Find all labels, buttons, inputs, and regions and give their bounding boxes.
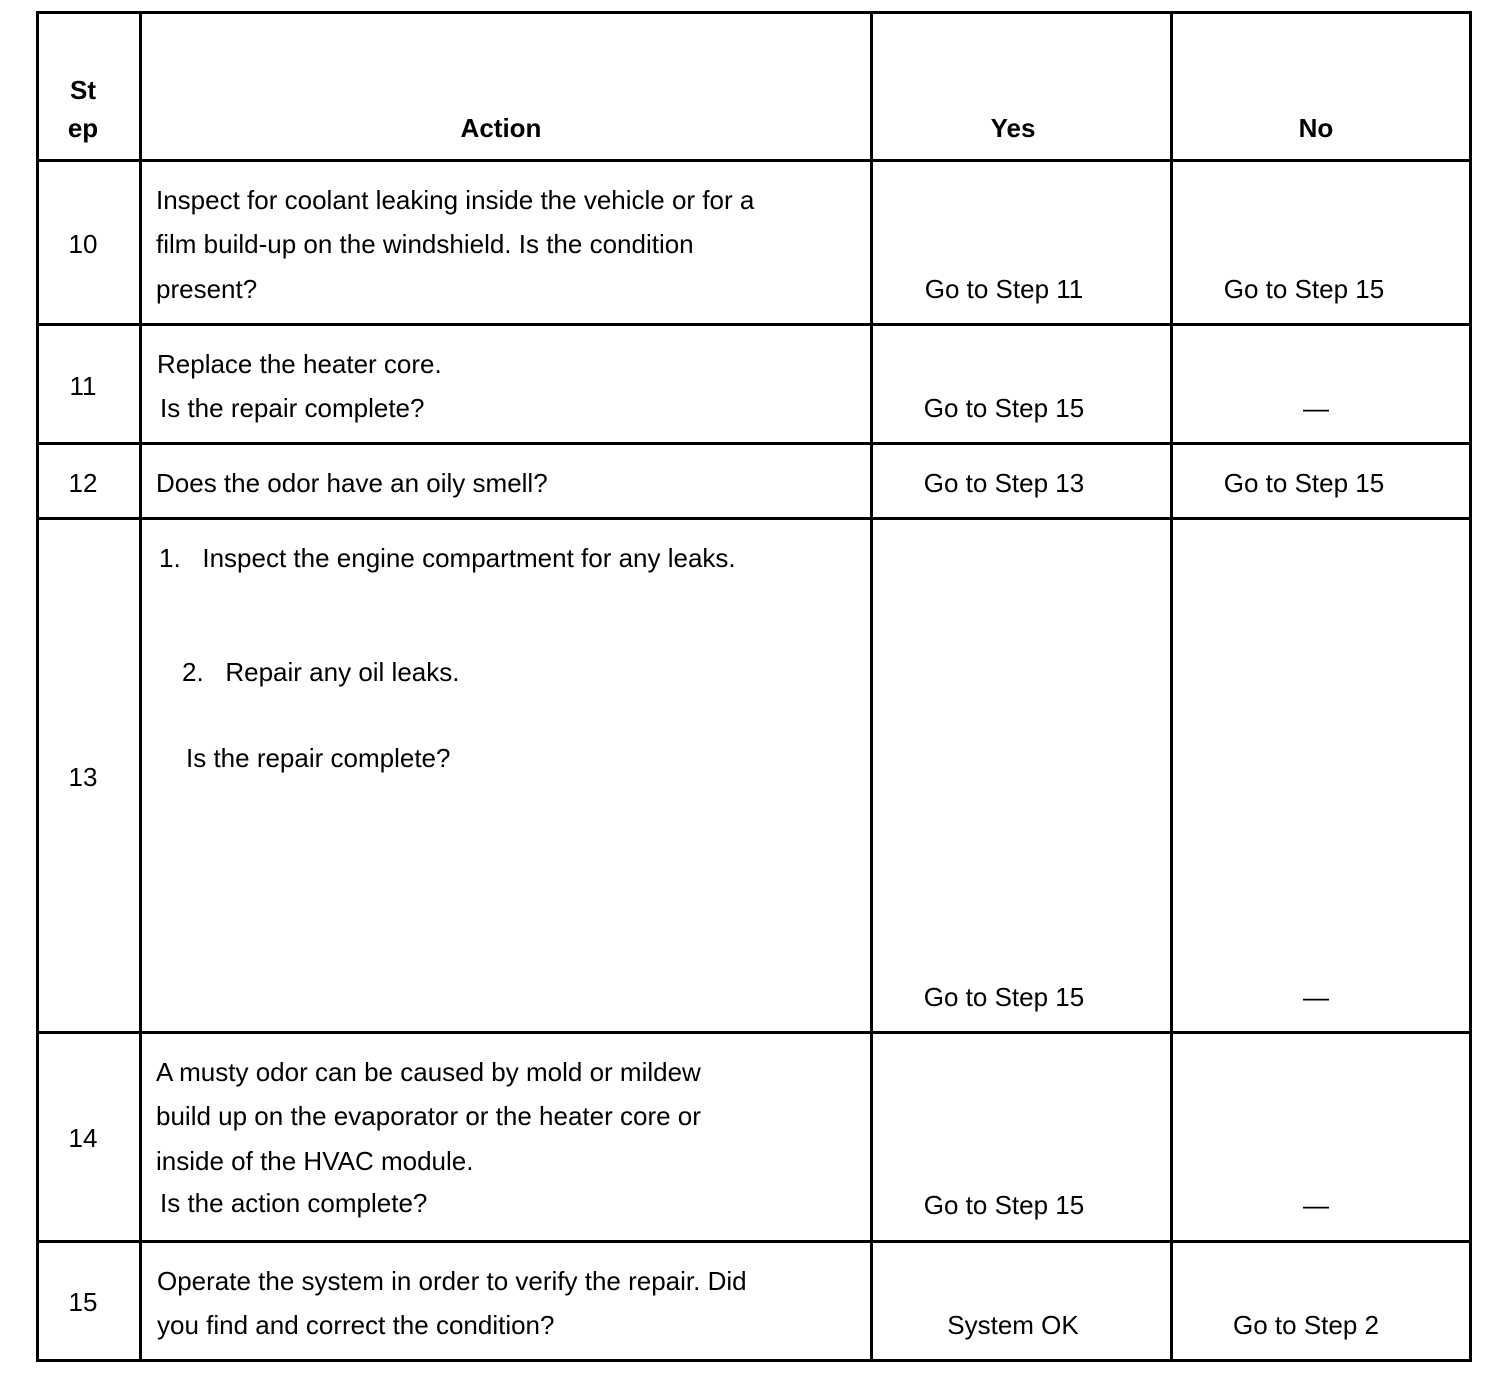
action-text: film build-up on the windshield. Is the condition: [156, 229, 694, 259]
action-text: Replace the heater core.: [157, 349, 442, 379]
row-divider: [39, 159, 1469, 162]
yes-result: System OK: [947, 1310, 1079, 1340]
diagnostic-table: [36, 11, 1472, 1362]
action-text: A musty odor can be caused by mold or mildew: [156, 1057, 701, 1087]
no-result: Go to Step 15: [1223, 274, 1385, 304]
header-action: Action: [460, 113, 542, 143]
column-divider: [139, 14, 142, 1359]
column-divider: [1170, 14, 1173, 1359]
header-step-line2: ep: [67, 113, 99, 143]
yes-result: Go to Step 15: [923, 393, 1085, 423]
no-result: Go to Step 2: [1233, 1310, 1379, 1340]
yes-result: Go to Step 11: [924, 274, 1084, 304]
no-result: —: [1303, 393, 1329, 423]
header-no: No: [1298, 113, 1334, 143]
no-result: —: [1303, 1190, 1329, 1220]
row-divider: [39, 323, 1469, 326]
action-text: Is the repair complete?: [186, 743, 451, 773]
row-divider: [39, 442, 1469, 445]
yes-result: Go to Step 15: [923, 1190, 1085, 1220]
step-number: 15: [68, 1287, 98, 1317]
row-divider: [39, 1031, 1469, 1034]
step-number: 12: [68, 468, 98, 498]
row-divider: [39, 517, 1469, 520]
step-number: 13: [68, 762, 98, 792]
action-text: Operate the system in order to verify the repair. Did: [157, 1266, 747, 1296]
action-text: Inspect for coolant leaking inside the vehicle or for a: [156, 185, 755, 215]
yes-result: Go to Step 13: [923, 468, 1085, 498]
header-step-line1: St: [70, 75, 96, 105]
yes-result: Go to Step 15: [923, 982, 1085, 1012]
header-yes: Yes: [990, 113, 1036, 143]
step-number: 14: [68, 1123, 98, 1153]
action-text: present?: [156, 274, 258, 304]
action-text: inside of the HVAC module.: [156, 1146, 474, 1176]
step-number: 11: [69, 371, 97, 401]
action-text: build up on the evaporator or the heater core or: [156, 1101, 701, 1131]
action-text: you find and correct the condition?: [157, 1310, 555, 1340]
action-text: Does the odor have an oily smell?: [156, 468, 548, 498]
action-text: Is the action complete?: [160, 1188, 428, 1218]
column-divider: [870, 14, 873, 1359]
action-text: Is the repair complete?: [160, 393, 425, 423]
no-result: Go to Step 15: [1223, 468, 1385, 498]
no-result: —: [1303, 982, 1329, 1012]
action-text: 1. Inspect the engine compartment for any leaks.: [159, 543, 736, 573]
action-text: 2. Repair any oil leaks.: [182, 657, 460, 687]
step-number: 10: [68, 229, 98, 259]
row-divider: [39, 1240, 1469, 1243]
